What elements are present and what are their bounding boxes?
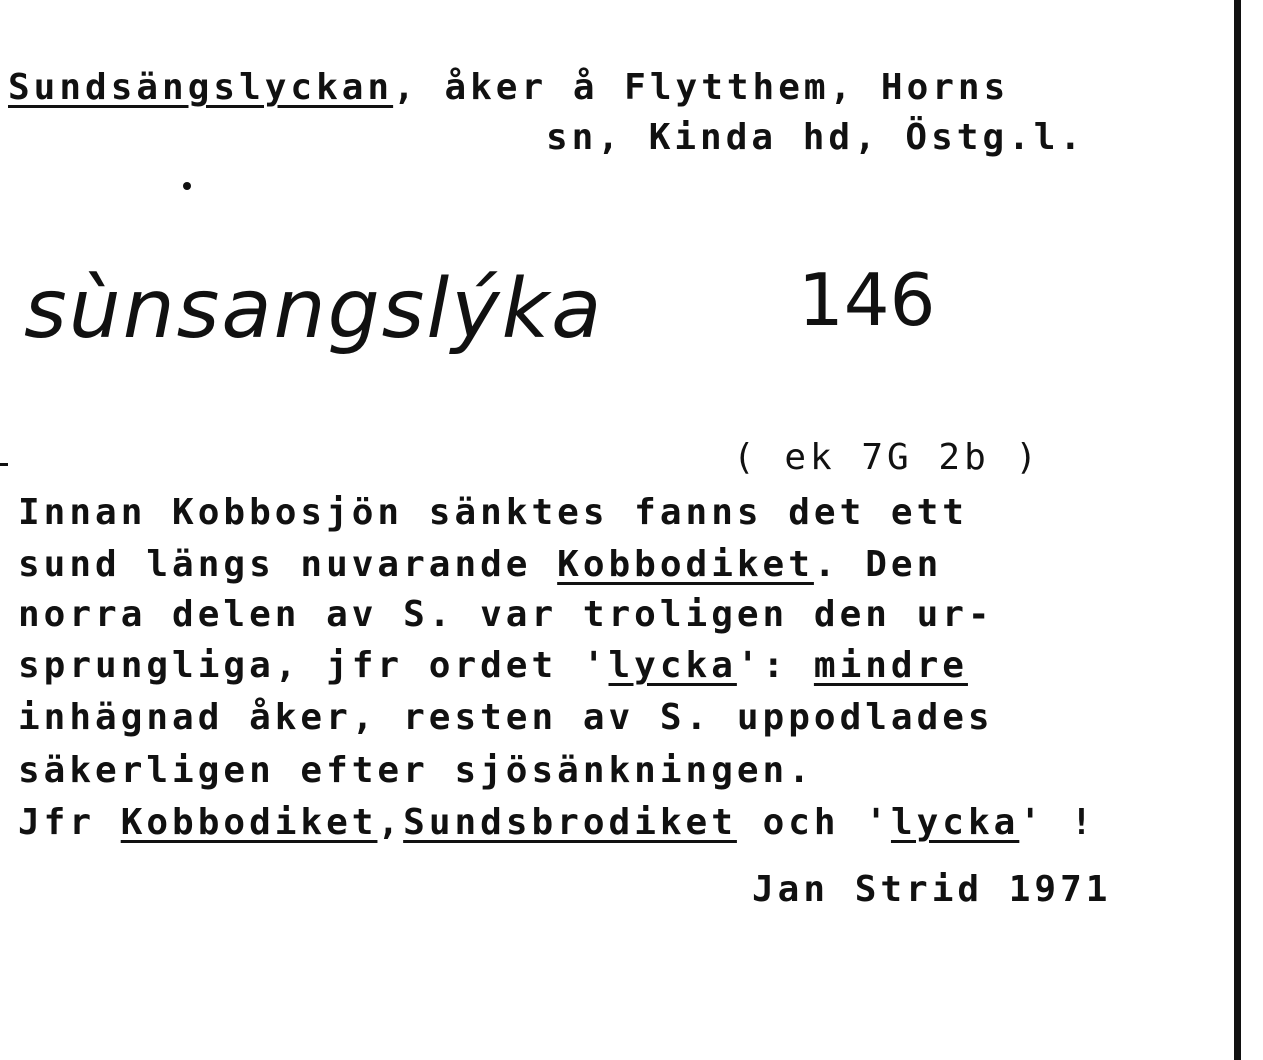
body-line-7-c: och ' <box>736 802 891 843</box>
body-line-4-a: sprungliga, jfr ordet ' <box>18 645 609 686</box>
ink-dot <box>183 182 191 190</box>
body-line-2-b: . Den <box>813 544 943 585</box>
ref-kobbodiket: Kobbodiket <box>557 544 814 585</box>
body-line-2 <box>18 544 943 585</box>
body-line-7-b: , <box>377 802 404 843</box>
body-line-7 <box>18 802 1097 843</box>
body-line-1: Innan Kobbosjön sänktes fanns det ett <box>18 492 968 533</box>
signature: Jan Strid 1971 <box>752 869 1112 910</box>
margin-mark <box>0 463 8 466</box>
body-line-6: säkerligen efter sjösänkningen. <box>18 750 814 791</box>
header-rest: , åker å Flytthem, Horns <box>393 67 1010 108</box>
body-line-7-d: ' ! <box>1019 802 1097 843</box>
ref-lycka: lycka <box>608 645 737 686</box>
pronunciation-handwritten: sùnsangslýka <box>24 262 604 357</box>
body-line-2-a: sund längs nuvarande <box>18 544 558 585</box>
header-line-2: sn, Kinda hd, Östg.l. <box>546 117 1086 158</box>
header-line-1 <box>8 67 1010 108</box>
ref-lycka-2: lycka <box>890 802 1020 843</box>
emphasis-mindre: mindre <box>813 645 968 686</box>
body-line-3: norra delen av S. var troligen den ur- <box>18 594 994 635</box>
card-number: 146 <box>798 258 936 342</box>
body-line-4 <box>18 645 968 686</box>
place-name: Sundsängslyckan <box>8 67 394 108</box>
body-line-4-b: ': <box>736 645 814 686</box>
body-line-5: inhägnad åker, resten av S. uppodlades <box>18 697 994 738</box>
ref-sundsbrodiket: Sundsbrodiket <box>403 802 737 843</box>
map-reference: ( ek 7G 2b ) <box>733 437 1042 478</box>
card-edge <box>1234 0 1241 1060</box>
body-line-7-a: Jfr <box>18 802 121 843</box>
ref-kobbodiket-2: Kobbodiket <box>120 802 378 843</box>
